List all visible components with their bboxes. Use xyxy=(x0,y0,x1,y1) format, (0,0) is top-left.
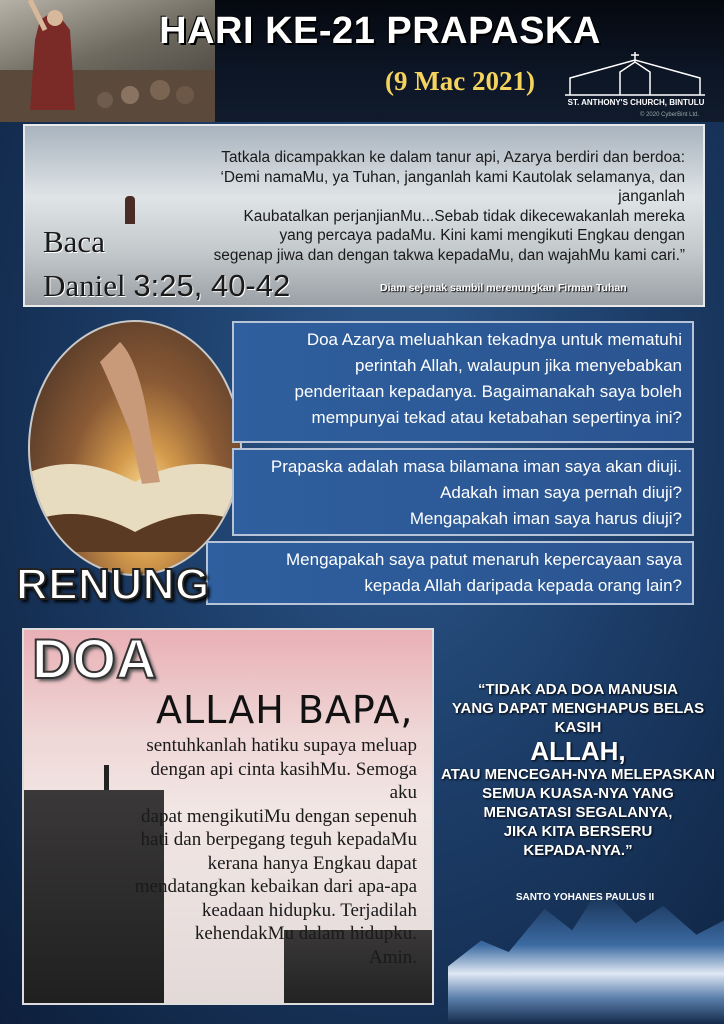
quote-line: MENGATASI SEGALANYA, xyxy=(483,804,673,821)
prayer-line: hati dan berpegang teguh kepadaMu xyxy=(140,829,417,850)
question-line: Mengapakah saya patut menaruh kepercayaan saya xyxy=(286,550,682,569)
question-line: Mengapakah iman saya harus diuji? xyxy=(409,509,682,528)
question-line: penderitaan kepadanya. Bagaimanakah saya boleh xyxy=(294,382,682,401)
reflection-question-3 xyxy=(206,541,694,605)
book-name: Daniel xyxy=(43,268,126,303)
praying-figure-icon xyxy=(125,196,135,224)
prayer-line: kehendakMu dalam hidupku. xyxy=(194,923,417,944)
quote-line: ATAU MENCEGAH-NYA MELEPASKAN xyxy=(441,766,715,783)
question-line: Adakah iman saya pernah diuji? xyxy=(440,483,682,502)
prayer-address: ALLAH BAPA, xyxy=(156,688,414,732)
doa-heading: DOA xyxy=(32,628,157,690)
scripture-line: ‘Demi namaMu, ya Tuhan, janganlah kami Kautolak selamanya, dan janganlah xyxy=(220,168,685,205)
scripture-line: Tatkala dicampakkan ke dalam tanur api, Azarya berdiri dan berdoa: xyxy=(221,149,685,166)
reflect-note: Diam sejenak sambil merenungkan Firman Tuhan xyxy=(380,282,627,294)
quote-line: YANG DAPAT MENGHAPUS BELAS KASIH xyxy=(451,700,705,736)
quote-line: “TIDAK ADA DOA MANUSIA xyxy=(478,681,678,698)
date-label: (9 Mac 2021) xyxy=(385,66,535,96)
quote-line: ALLAH, xyxy=(530,736,626,766)
scripture-panel xyxy=(23,124,705,307)
scripture-line: segenap jiwa dan dengan takwa kepadaMu, dan wajahMu kami cari.” xyxy=(213,246,685,264)
church-name: ST. ANTHONY'S CHURCH, BINTULU xyxy=(567,98,705,107)
quote-line: JIKA KITA BERSERU xyxy=(503,823,653,840)
prayer-text xyxy=(119,734,417,969)
saint-quote xyxy=(440,680,716,860)
prayer-line: dengan api cinta kasihMu. Semoga aku xyxy=(150,758,417,803)
bible-image xyxy=(28,320,242,576)
verse-number: 3:25, 40-42 xyxy=(133,268,291,303)
copyright-text: © 2020 CyberBint Ltd. xyxy=(640,112,700,118)
question-line: kepada Allah daripada kepada orang lain? xyxy=(364,576,682,595)
renung-heading: RENUNG xyxy=(16,560,210,609)
scripture-text xyxy=(185,148,685,265)
scripture-reference xyxy=(43,268,290,304)
scripture-line: yang percaya padaMu. Kini kami mengikuti Engkau dengan xyxy=(279,227,685,244)
prayer-line: dapat mengikutiMu dengan sepenuh xyxy=(141,805,417,827)
prayer-line: Amin. xyxy=(368,946,417,968)
baca-label: Baca xyxy=(43,224,105,259)
question-line: perintah Allah, walaupun jika menyebabkan xyxy=(354,356,682,375)
quote-author: SANTO YOHANES PAULUS II xyxy=(515,892,655,903)
prayer-line: sentuhkanlah hatiku supaya meluap xyxy=(146,735,417,756)
question-line: Doa Azarya meluahkan tekadnya untuk mematuhi xyxy=(306,330,682,349)
standing-man-icon xyxy=(104,765,109,790)
quote-line: SEMUA KUASA-NYA YANG xyxy=(482,785,674,802)
quote-line: KEPADA-NYA.” xyxy=(523,842,633,859)
prayer-line: kerana hanya Engkau dapat xyxy=(207,852,417,874)
prayer-line: mendatangkan kebaikan dari apa-apa xyxy=(134,876,417,897)
prayer-line: keadaan hidupku. Terjadilah xyxy=(201,899,417,921)
scripture-line: Kaubatalkan perjanjianMu...Sebab tidak dikecewakanlah mereka xyxy=(243,207,685,225)
prayer-panel xyxy=(22,628,434,1005)
reflection-question-1 xyxy=(232,321,694,443)
reflection-question-2 xyxy=(232,448,694,536)
question-line: mempunyai tekad atau ketabahan sepertinya ini? xyxy=(311,408,682,427)
page-title: HARI KE-21 PRAPASKA xyxy=(159,10,601,52)
question-line: Prapaska adalah masa bilamana iman saya akan diuji. xyxy=(270,457,682,476)
